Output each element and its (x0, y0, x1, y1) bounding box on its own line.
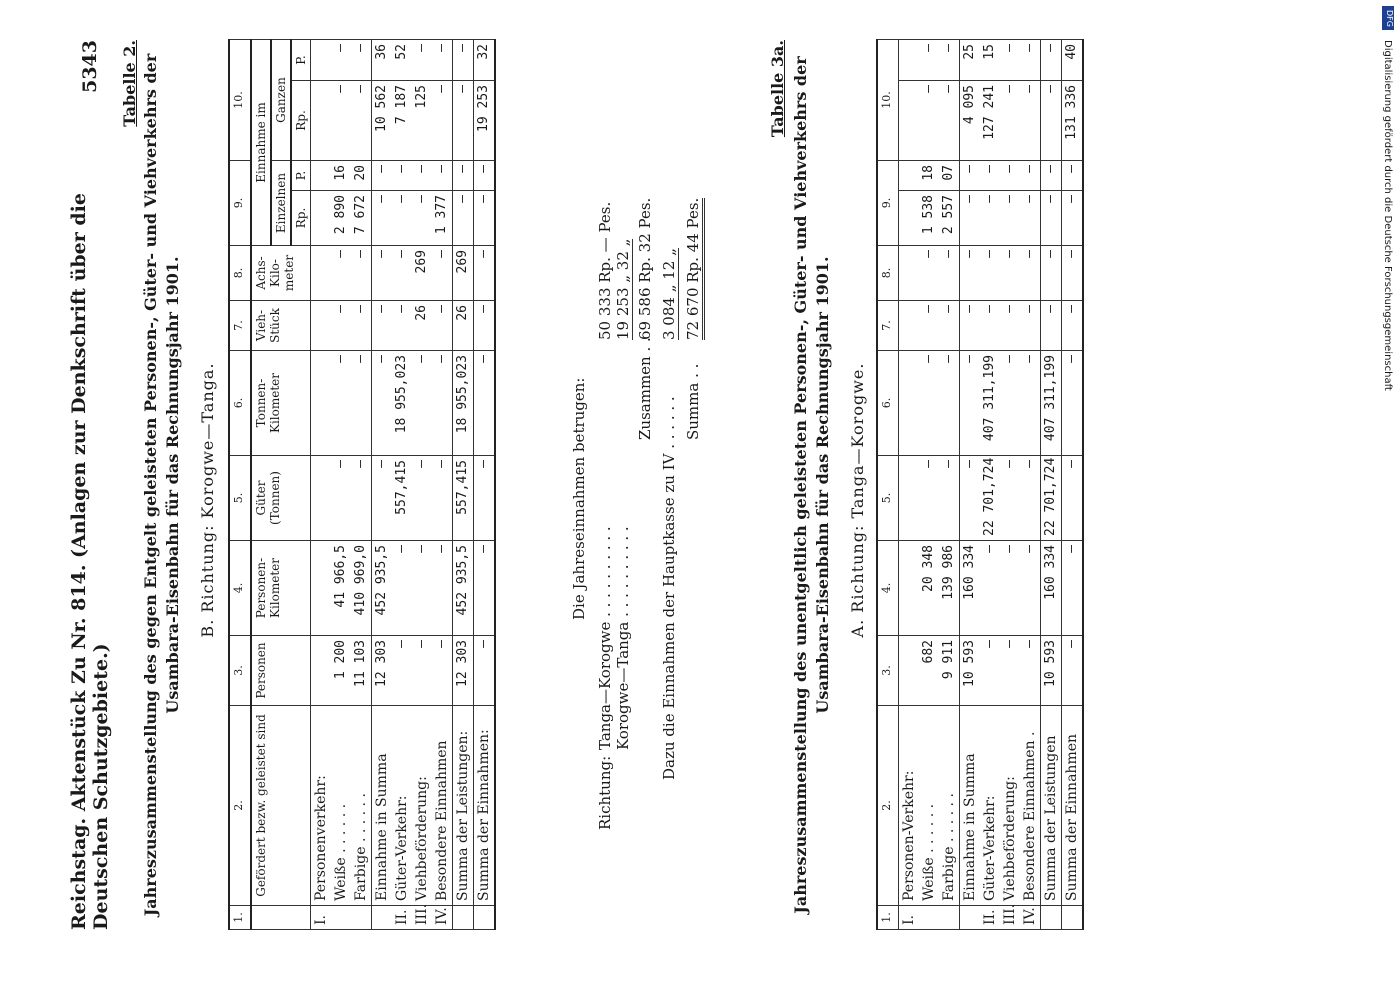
table2-cell-g_p (311, 40, 332, 81)
table3a-cell-c8: — (919, 246, 939, 301)
table3a-direction: A. Richtung: Tanga—Korogwe. (848, 362, 867, 638)
table3a-cell-e_rp: — (960, 191, 981, 246)
table2-row (453, 40, 474, 930)
table2-cell-c8: — (474, 246, 496, 301)
table3a-cell-c4: 139 986 (939, 541, 960, 636)
table3a-cell-e_p: 07 (939, 161, 960, 191)
table3a-cell-c4: — (1000, 541, 1020, 636)
table2-cell-g_rp (311, 81, 332, 161)
table2-cell-c3: — (392, 636, 412, 706)
table3a-cell-c3: 682 (919, 636, 939, 706)
table2-cell-e_p: 16 (331, 161, 351, 191)
table2-cell-e_p: — (474, 161, 496, 191)
table2-cell-c7: — (432, 301, 453, 351)
table2-cell-g_p: 36 (372, 40, 393, 81)
table2-cell-e_p (311, 161, 332, 191)
table3a-cell-g_p: — (1020, 40, 1041, 81)
colnum-2: 2. (229, 706, 251, 906)
table2-cell-label: Einnahme in Summa (372, 706, 393, 906)
table3a-cell-c8: — (980, 246, 1000, 301)
calc-line2-value: 19 253 „ 32 „ (614, 238, 632, 340)
table3a-cell-roman (1041, 906, 1062, 930)
table3a-cell-e_rp: — (1041, 191, 1062, 246)
table3a-cell-label: Güter-Verkehr: (980, 706, 1000, 906)
table2-cell-label: Viehbeförderung: (412, 706, 432, 906)
table3a-cell-e_p: — (1020, 161, 1041, 191)
colnum-2: 2. (877, 706, 899, 906)
table3a-cell-label: Farbige . . . . . . (939, 706, 960, 906)
table3a-cell-e_p: — (1000, 161, 1020, 191)
table2-cell-c3: — (412, 636, 432, 706)
table3a-cell-c5: — (1062, 456, 1084, 541)
header-ganzen-p: P. (291, 40, 311, 81)
table2-cell-c7: 26 (453, 301, 474, 351)
colnum-7: 7. (877, 301, 899, 351)
table3a-cell-roman (919, 906, 939, 930)
table3a-cell-e_rp: 2 557 (939, 191, 960, 246)
table3a-cell-c5: — (919, 456, 939, 541)
table2-cell-g_p: — (432, 40, 453, 81)
table3a-row (919, 40, 939, 930)
table2-row (412, 40, 432, 930)
table2-cell-c7: — (474, 301, 496, 351)
table3a-cell-label: Summa der Einnahmen (1062, 706, 1084, 906)
table2-cell-c8: 269 (412, 246, 432, 301)
table3a-cell-g_rp: 131 336 (1062, 81, 1084, 161)
table2-cell-c6: — (372, 351, 393, 456)
table2-cell-g_rp: — (453, 81, 474, 161)
header-achs-km: Achs-Kilo-meter (251, 246, 311, 301)
table2-cell-c6: 18 955,023 (453, 351, 474, 456)
table3a-cell-c6: — (960, 351, 981, 456)
table3a-cell-c5: 22 701,724 (980, 456, 1000, 541)
table3a-cell-c8: — (1041, 246, 1062, 301)
table3a-label: Tabelle 3a. (768, 40, 787, 138)
table2-cell-roman (351, 906, 372, 930)
table3a-cell-g_rp: — (1020, 81, 1041, 161)
table3a-cell-c6: — (919, 351, 939, 456)
table2-cell-e_p: — (412, 161, 432, 191)
table2-cell-c6: — (331, 351, 351, 456)
colnum-7: 7. (229, 301, 251, 351)
table3a-cell-g_rp: — (939, 81, 960, 161)
table2-cell-c5: — (432, 456, 453, 541)
table3a-cell-e_p: 18 (919, 161, 939, 191)
table2-cell-e_p: — (432, 161, 453, 191)
table2-title: Jahreszusammenstellung des gegen Entgelt geleisteten Personen-, Güter- und Viehverkehrs der Usambara-Eisenbahn für das Rechnungsjahr 1901. (141, 53, 182, 917)
table3a-row (1041, 40, 1062, 930)
table2-row (474, 40, 496, 930)
table2-cell-label: Güter-Verkehr: (392, 706, 412, 906)
table2-cell-c5: 557,415 (392, 456, 412, 541)
calc-dazu-label: Dazu die Einnahmen der Hauptkasse zu IV . . . . . . (660, 396, 678, 780)
table2-cell-c7: — (392, 301, 412, 351)
header-vieh: Vieh-Stück (251, 301, 311, 351)
table3a-cell-g_p: 25 (960, 40, 981, 81)
table2-cell-c4: 452 935,5 (372, 541, 393, 636)
calc-line2-label: Korogwe—Tanga . . . . . . . . . . (614, 526, 632, 750)
table2-cell-c3: — (474, 636, 496, 706)
table2-cell-e_rp: — (392, 191, 412, 246)
table3a-cell-e_rp: — (980, 191, 1000, 246)
table2-label: Tabelle 2. (120, 40, 139, 127)
table2-cell-c4: — (474, 541, 496, 636)
table3a-row (1020, 40, 1041, 930)
header-einnahme: Einnahme im (251, 40, 271, 246)
table3a-row (1000, 40, 1020, 930)
table2-cell-c8: — (351, 246, 372, 301)
table3a-cell-c4: — (1020, 541, 1041, 636)
table2-cell-c6: — (351, 351, 372, 456)
table3a-cell-e_p (899, 161, 920, 191)
table3a-cell-c8: — (1062, 246, 1084, 301)
table3a-cell-g_p: — (1000, 40, 1020, 81)
table2-cell-g_p: — (453, 40, 474, 81)
header-personen: Personen (251, 636, 311, 706)
table3a-cell-c6: — (939, 351, 960, 456)
table3a-cell-c3: — (1020, 636, 1041, 706)
table2-cell-e_rp: — (372, 191, 393, 246)
table2-cell-e_p: — (453, 161, 474, 191)
table3a-cell-roman (1062, 906, 1084, 930)
table2-row (372, 40, 393, 930)
table3a-cell-c5: — (1000, 456, 1020, 541)
table2-cell-e_rp: — (453, 191, 474, 246)
table2-header-row (251, 40, 271, 930)
calc-line1-label: Tanga—Korogwe . . . . . . . . . . (596, 526, 614, 750)
colnum-3: 3. (229, 636, 251, 706)
table2-cell-g_p: 52 (392, 40, 412, 81)
table2-cell-c3: 12 303 (372, 636, 393, 706)
table3a-cell-g_p: 15 (980, 40, 1000, 81)
table3a-cell-g_rp: 4 095 (960, 81, 981, 161)
table2-cell-g_rp: — (351, 81, 372, 161)
calc-zusammen-label: Zusammen . . (636, 337, 654, 440)
table3a-cell-c3: 10 593 (1041, 636, 1062, 706)
table3a-cell-c5: — (960, 456, 981, 541)
table2-cell-c7 (311, 301, 332, 351)
table3a-cell-c5: 22 701,724 (1041, 456, 1062, 541)
table3a-cell-c4: 160 334 (960, 541, 981, 636)
table2-cell-c8: — (372, 246, 393, 301)
table3a-cell-c8: — (960, 246, 981, 301)
colnum-5: 5. (229, 456, 251, 541)
table2-cell-g_p: 32 (474, 40, 496, 81)
table3a-row (1062, 40, 1084, 930)
table2-cell-c5: — (412, 456, 432, 541)
table2-cell-c6: — (412, 351, 432, 456)
table3a-cell-e_p: — (1041, 161, 1062, 191)
table3a-cell-e_rp: — (1062, 191, 1084, 246)
table2 (228, 39, 496, 930)
table2-cell-c8: 269 (453, 246, 474, 301)
table3a-cell-label: Besondere Einnahmen . (1020, 706, 1041, 906)
table3a-cell-c8 (899, 246, 920, 301)
table3a-cell-e_rp (899, 191, 920, 246)
table3a-cell-label: Viehbeförderung: (1000, 706, 1020, 906)
table3a-cell-c7: — (919, 301, 939, 351)
table2-cell-c4: — (432, 541, 453, 636)
table3a-cell-c8: — (1020, 246, 1041, 301)
table3a-cell-roman (939, 906, 960, 930)
table2-cell-c4: 41 966,5 (331, 541, 351, 636)
table3a-cell-e_rp: — (1000, 191, 1020, 246)
table2-cell-c4 (311, 541, 332, 636)
header-title: Reichstag. Aktenstück Zu Nr. 814. (Anlagen zur Denkschrift über die Deutschen Schutzgebiete.) (68, 193, 112, 930)
table3a-cell-g_rp (899, 81, 920, 161)
table2-cell-c7: — (351, 301, 372, 351)
table3a-cell-g_p (899, 40, 920, 81)
calc-zusammen-value: 69 586 Rp. 32 Pes. (636, 197, 654, 340)
table3a-title: Jahreszusammenstellung des unentgeltlich geleisteten Personen-, Güter- und Viehverkehrs der Usambara-Eisenbahn für das Rechnungsjahr 1901. (791, 56, 832, 914)
calc-summa-label: Summa . . (684, 363, 702, 440)
table3a-cell-e_p: — (1062, 161, 1084, 191)
table2-cell-g_rp: 125 (412, 81, 432, 161)
header-einzelnen: Einzelnen (271, 161, 291, 246)
table2-cell-label: Farbige . . . . . . (351, 706, 372, 906)
table3a-cell-g_rp: — (919, 81, 939, 161)
table3a-cell-c7: — (960, 301, 981, 351)
table2-cell-g_p: — (412, 40, 432, 81)
page-header (70, 40, 110, 930)
table3a-cell-c4: — (980, 541, 1000, 636)
table3a-cell-g_rp: — (1000, 81, 1020, 161)
table2-cell-e_rp: 2 890 (331, 191, 351, 246)
table3a-cell-c6: — (1062, 351, 1084, 456)
table3a-cell-c3: — (1000, 636, 1020, 706)
table2-cell-e_p: — (392, 161, 412, 191)
table3a-cell-g_rp: 127 241 (980, 81, 1000, 161)
table2-cell-c8: — (331, 246, 351, 301)
colnum-8: 8. (877, 246, 899, 301)
table3a-row (960, 40, 981, 930)
page-number: 5343 (79, 40, 101, 93)
table2-cell-c3: 1 200 (331, 636, 351, 706)
table3a-cell-c7: — (1041, 301, 1062, 351)
table2-cell-g_rp: 7 187 (392, 81, 412, 161)
header-gefoerdert: Gefördert bezw. geleistet sind (251, 706, 311, 906)
table3a-cell-c6: — (1020, 351, 1041, 456)
table3a-cell-c4: — (1062, 541, 1084, 636)
table3a-cell-e_p: — (960, 161, 981, 191)
table3a-cell-c3: 10 593 (960, 636, 981, 706)
table3a-cell-roman: III. (1000, 906, 1020, 930)
table2-cell-label: Besondere Einnahmen (432, 706, 453, 906)
calc-summa-value: 72 670 Rp. 44 Pes. (684, 198, 705, 340)
table3a-cell-c3: — (980, 636, 1000, 706)
table2-cell-c4: 452 935,5 (453, 541, 474, 636)
calc-dazu-value: 3 084 „ 12 „ (660, 248, 678, 340)
table2-cell-label: Summa der Leistungen: (453, 706, 474, 906)
table2-cell-e_rp: 7 672 (351, 191, 372, 246)
table2-row (432, 40, 453, 930)
table2-cell-label: Summa der Einnahmen: (474, 706, 496, 906)
table2-cell-roman: I. (311, 906, 332, 930)
table3a-cell-c4: 160 334 (1041, 541, 1062, 636)
colnum-6: 6. (877, 351, 899, 456)
colnum-10: 10. (877, 40, 899, 161)
table2-cell-roman (372, 906, 393, 930)
table2-cell-e_rp: — (474, 191, 496, 246)
table2-cell-e_p: — (372, 161, 393, 191)
colnum-1: 1. (229, 906, 251, 930)
table3a-cell-c4 (899, 541, 920, 636)
table2-cell-c3: 11 103 (351, 636, 372, 706)
table2-cell-c5 (311, 456, 332, 541)
dfg-logo: DFG (1382, 6, 1394, 30)
colnum-9: 9. (877, 161, 899, 246)
table2-cell-roman: IV. (432, 906, 453, 930)
table3a-cell-e_rp: 1 538 (919, 191, 939, 246)
table3a-body (899, 40, 1084, 930)
colnum-9: 9. (229, 161, 251, 246)
colnum-6: 6. (229, 351, 251, 456)
header-gueter: Güter (Tonnen) (251, 456, 311, 541)
table2-cell-label: Weiße . . . . . . (331, 706, 351, 906)
table2-cell-c6: 18 955,023 (392, 351, 412, 456)
colnum-3: 3. (877, 636, 899, 706)
table2-row (392, 40, 412, 930)
table2-cell-g_rp: 19 253 (474, 81, 496, 161)
table3a-row (980, 40, 1000, 930)
table3a-cell-label: Weiße . . . . . . (919, 706, 939, 906)
table2-cell-c5: — (351, 456, 372, 541)
colnum-5: 5. (877, 456, 899, 541)
table3a-cell-c8: — (939, 246, 960, 301)
header-tonnen-km: Tonnen-Kilometer (251, 351, 311, 456)
table2-cell-e_rp: 1 377 (432, 191, 453, 246)
table2-cell-c7: — (331, 301, 351, 351)
colnum-4: 4. (877, 541, 899, 636)
table2-cell-c7: 26 (412, 301, 432, 351)
table3a-cell-label: Summa der Leistungen (1041, 706, 1062, 906)
table2-cell-g_rp: — (432, 81, 453, 161)
table3a-cell-g_p: 40 (1062, 40, 1084, 81)
table3a-cell-c7: — (1020, 301, 1041, 351)
table2-cell-roman (331, 906, 351, 930)
header-ganzen-rp: Rp. (291, 81, 311, 161)
digitization-note: Digitalisierung gefördert durch die Deutsche Forschungsgemeinschaft (1382, 40, 1393, 391)
header-einzelnen-p: P. (291, 161, 311, 191)
table2-direction: B. Richtung: Korogwe—Tanga. (198, 362, 217, 638)
colnum-1: 1. (877, 906, 899, 930)
table2-cell-c5: — (372, 456, 393, 541)
table2-row (311, 40, 332, 930)
table2-cell-roman (453, 906, 474, 930)
table3a-cell-c7: — (939, 301, 960, 351)
header-ganzen: Ganzen (271, 40, 291, 161)
table3a-cell-c3: 9 911 (939, 636, 960, 706)
table3a-cell-c8: — (1000, 246, 1020, 301)
table3a-cell-roman: I. (899, 906, 920, 930)
table2-cell-e_rp (311, 191, 332, 246)
table3a-cell-e_rp: — (1020, 191, 1041, 246)
table3a-cell-c6 (899, 351, 920, 456)
table2-cell-c5: — (331, 456, 351, 541)
table3a-cell-roman: II. (980, 906, 1000, 930)
table3a-cell-c3 (899, 636, 920, 706)
table3a-cell-c5 (899, 456, 920, 541)
table3a-cell-roman: IV. (1020, 906, 1041, 930)
table2-cell-c4: 410 969,0 (351, 541, 372, 636)
header-einzelnen-rp: Rp. (291, 191, 311, 246)
table3a-cell-label: Personen-Verkehr: (899, 706, 920, 906)
table3a-cell-c6: 407 311,199 (1041, 351, 1062, 456)
table2-row (351, 40, 372, 930)
table2-cell-roman: II. (392, 906, 412, 930)
table3a-row (939, 40, 960, 930)
table3a-row (899, 40, 920, 930)
table2-cell-g_rp: — (331, 81, 351, 161)
table2-cell-label: Personenverkehr: (311, 706, 332, 906)
table3a-cell-g_rp: — (1041, 81, 1062, 161)
table3a-cell-c5: — (1020, 456, 1041, 541)
table3a-cell-g_p: — (919, 40, 939, 81)
table2-body (311, 40, 496, 930)
table2-row (331, 40, 351, 930)
table2-column-numbers (229, 40, 251, 930)
table2-cell-c4: — (392, 541, 412, 636)
table3a-cell-c6: 407 311,199 (980, 351, 1000, 456)
header-personen-km: Personen-Kilometer (251, 541, 311, 636)
table3a-cell-e_p: — (980, 161, 1000, 191)
table2-cell-roman: III. (412, 906, 432, 930)
table2-cell-g_rp: 10 562 (372, 81, 393, 161)
table3a-cell-c3: — (1062, 636, 1084, 706)
table2-cell-c3: — (432, 636, 453, 706)
table3a (876, 39, 1084, 930)
table2-cell-c3: 12 303 (453, 636, 474, 706)
table3a-cell-c7: — (1000, 301, 1020, 351)
table2-cell-c7: — (372, 301, 393, 351)
table3a-cell-c6: — (1000, 351, 1020, 456)
table2-cell-e_rp: — (412, 191, 432, 246)
table2-cell-roman (474, 906, 496, 930)
calc-intro: Die Jahreseinnahmen betrugen: (570, 377, 588, 620)
calc-line1-value: 50 333 Rp. — Pes. (596, 201, 614, 340)
colnum-10: 10. (229, 40, 251, 161)
table2-cell-e_p: 20 (351, 161, 372, 191)
table2-cell-c6: — (474, 351, 496, 456)
table2-cell-c6: — (432, 351, 453, 456)
table2-cell-c5: — (474, 456, 496, 541)
table3a-cell-c7: — (980, 301, 1000, 351)
table3a-cell-c7: — (1062, 301, 1084, 351)
table2-cell-c3 (311, 636, 332, 706)
table3a-cell-c7 (899, 301, 920, 351)
colnum-8: 8. (229, 246, 251, 301)
table2-cell-c5: 557,415 (453, 456, 474, 541)
calc-richtung: Richtung: (596, 755, 614, 830)
table3a-column-numbers (877, 40, 899, 930)
table3a-cell-g_p: — (939, 40, 960, 81)
table3a-cell-g_p: — (1041, 40, 1062, 81)
table3a-cell-c5: — (939, 456, 960, 541)
table2-cell-g_p: — (351, 40, 372, 81)
table3a-cell-roman (960, 906, 981, 930)
table3a-cell-c4: 20 348 (919, 541, 939, 636)
table2-cell-c8 (311, 246, 332, 301)
table2-cell-c8: — (432, 246, 453, 301)
table3a-cell-label: Einnahme in Summa (960, 706, 981, 906)
table2-cell-c4: — (412, 541, 432, 636)
table2-cell-c6 (311, 351, 332, 456)
colnum-4: 4. (229, 541, 251, 636)
table2-cell-c8: — (392, 246, 412, 301)
table2-cell-g_p: — (331, 40, 351, 81)
